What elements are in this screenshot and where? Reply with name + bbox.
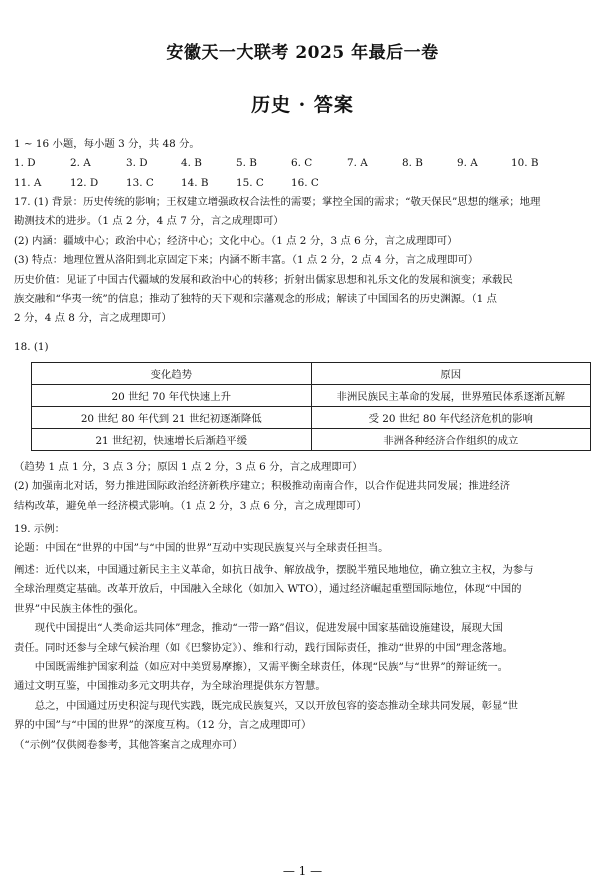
table-row (32, 407, 591, 429)
q19-line: 通过文明互鉴，中国推动多元文明共存，为全球治理提供东方智慧。 (14, 680, 326, 693)
table-cell: 20 世纪 80 年代到 21 世纪初逐渐降低 (32, 407, 312, 429)
table-header-cell: 原因 (311, 363, 591, 385)
answer-item: 4. B (181, 157, 202, 169)
q17-line: (2) 内涵：疆域中心；政治中心；经济中心；文化中心。（1 点 2 分，3 点 6 分，言之成理即可） (14, 234, 458, 247)
q19-line: 界的中国”与“中国的世界”的深度互构。（12 分，言之成理即可） (14, 719, 312, 732)
q17-answer (14, 193, 592, 329)
q17-line: 历史价值：见证了中国古代疆域的发展和政治中心的转移；折射出儒家思想和礼乐文化的发展和演变；承载民 (14, 273, 513, 286)
table-header-row (32, 363, 591, 385)
q19-line: 总之，中国通过历史积淀与现代实践，既完成民族复兴，又以开放包容的姿态推动全球共同发展，彰显“世 (14, 699, 519, 712)
q19-line: 全球治理奠定基础。改革开放后，中国融入全球化（如加入 WTO），通过经济崛起重塑国际地位，体现“中国的 (14, 583, 522, 596)
answer-item: 12. D (70, 177, 99, 189)
q19-line: （“示例”仅供阅卷参考，其他答案言之成理亦可） (14, 738, 243, 751)
answer-item: 9. A (457, 157, 478, 169)
q18-scoring-note: （趋势 1 点 1 分，3 点 3 分；原因 1 点 2 分，3 点 6 分，言之成理即可） (14, 461, 363, 473)
q18-table (31, 362, 591, 451)
answer-item: 16. C (291, 177, 319, 189)
table-header-cell: 变化趋势 (32, 363, 312, 385)
table-cell: 21 世纪初，快速增长后渐趋平缓 (32, 429, 312, 451)
q18-answer-notes (14, 458, 592, 516)
answer-item: 5. B (236, 157, 257, 169)
answer-item: 15. C (236, 177, 264, 189)
q17-line: 2 分，4 点 8 分，言之成理即可） (14, 312, 172, 325)
q19-line: 责任。同时还参与全球气候治理（如《巴黎协定》）、维和行动，践行国际责任，推动“世界的中国”理念落地。 (14, 641, 513, 654)
q19-line: 阐述：近代以来，中国通过新民主主义革命，如抗日战争、解放战争，摆脱半殖民地地位，确立独立主权，为参与 (14, 564, 534, 576)
page-number: — 1 — (282, 864, 323, 878)
q18-part2-line: 结构改革，避免单一经济模式影响。（1 点 2 分，3 点 6 分，言之成理即可） (14, 499, 367, 512)
table-row (32, 429, 591, 451)
choice-answers-row-2 (14, 174, 592, 193)
q17-line: 勘测技术的进步。（1 点 2 分，4 点 7 分，言之成理即可） (14, 215, 284, 228)
q19-label: 19. 示例： (14, 523, 65, 535)
table-row (32, 385, 591, 407)
answer-item: 13. C (126, 177, 154, 189)
answer-item: 10. B (511, 157, 539, 169)
answer-item: 6. C (291, 157, 313, 169)
document-title: 安徽天一大联考 2025 年最后一卷 (166, 43, 439, 63)
q18-label: 18. (1) (14, 341, 49, 353)
choice-answers-row-1 (14, 154, 592, 173)
document-subtitle: 历史 · 答案 (251, 94, 354, 116)
q18-part2-line: (2) 加强南北对话，努力推进国际政治经济新秩序建立；积极推动南南合作，以合作促进共同发展；推进经济 (14, 480, 510, 493)
q19-body (14, 561, 592, 755)
answer-item: 7. A (347, 157, 368, 169)
answer-item: 3. D (126, 157, 148, 169)
q19-line: 世界”中民族主体性的强化。 (14, 602, 144, 615)
q17-line: 17. (1) 背景：历史传统的影响；王权建立增强政权合法性的需要；掌控全国的需求；“敬天保民”思想的继承；地理 (14, 196, 541, 208)
answer-item: 11. A (14, 177, 42, 189)
q19-line: 中国既需维护国家利益（如应对中美贸易摩擦），又需平衡全球责任，体现“民族”与“世界”的辩证统一。 (14, 660, 509, 673)
table-cell: 非洲民族民主革命的发展，世界殖民体系逐渐瓦解 (311, 385, 591, 407)
q17-line: 族交融和“华夷一统”的信息；推动了独特的天下观和宗藩观念的形成；解读了中国国名的历史渊源。（1 点 (14, 292, 497, 305)
answer-item: 2. A (70, 157, 91, 169)
answer-item: 1. D (14, 157, 36, 169)
table-cell: 非洲各种经济合作组织的成立 (311, 429, 591, 451)
table-cell: 受 20 世纪 80 年代经济危机的影响 (311, 407, 591, 429)
q19-thesis: 论题：中国在“世界的中国”与“中国的世界”互动中实现民族复兴与全球责任担当。 (14, 542, 389, 554)
q17-line: (3) 特点：地理位置从洛阳到北京固定下来；内涵不断丰富。（1 点 2 分，2 点 4 分，言之成理即可） (14, 254, 479, 267)
table-cell: 20 世纪 70 年代快速上升 (32, 385, 312, 407)
answer-item: 8. B (402, 157, 423, 169)
answer-item: 14. B (181, 177, 209, 189)
q19-line: 现代中国提出“人类命运共同体”理念，推动“一带一路”倡议，促进发展中国家基础设施建设，展现大国 (14, 622, 503, 635)
choice-intro: 1 ~ 16 小题，每小题 3 分，共 48 分。 (14, 138, 200, 150)
